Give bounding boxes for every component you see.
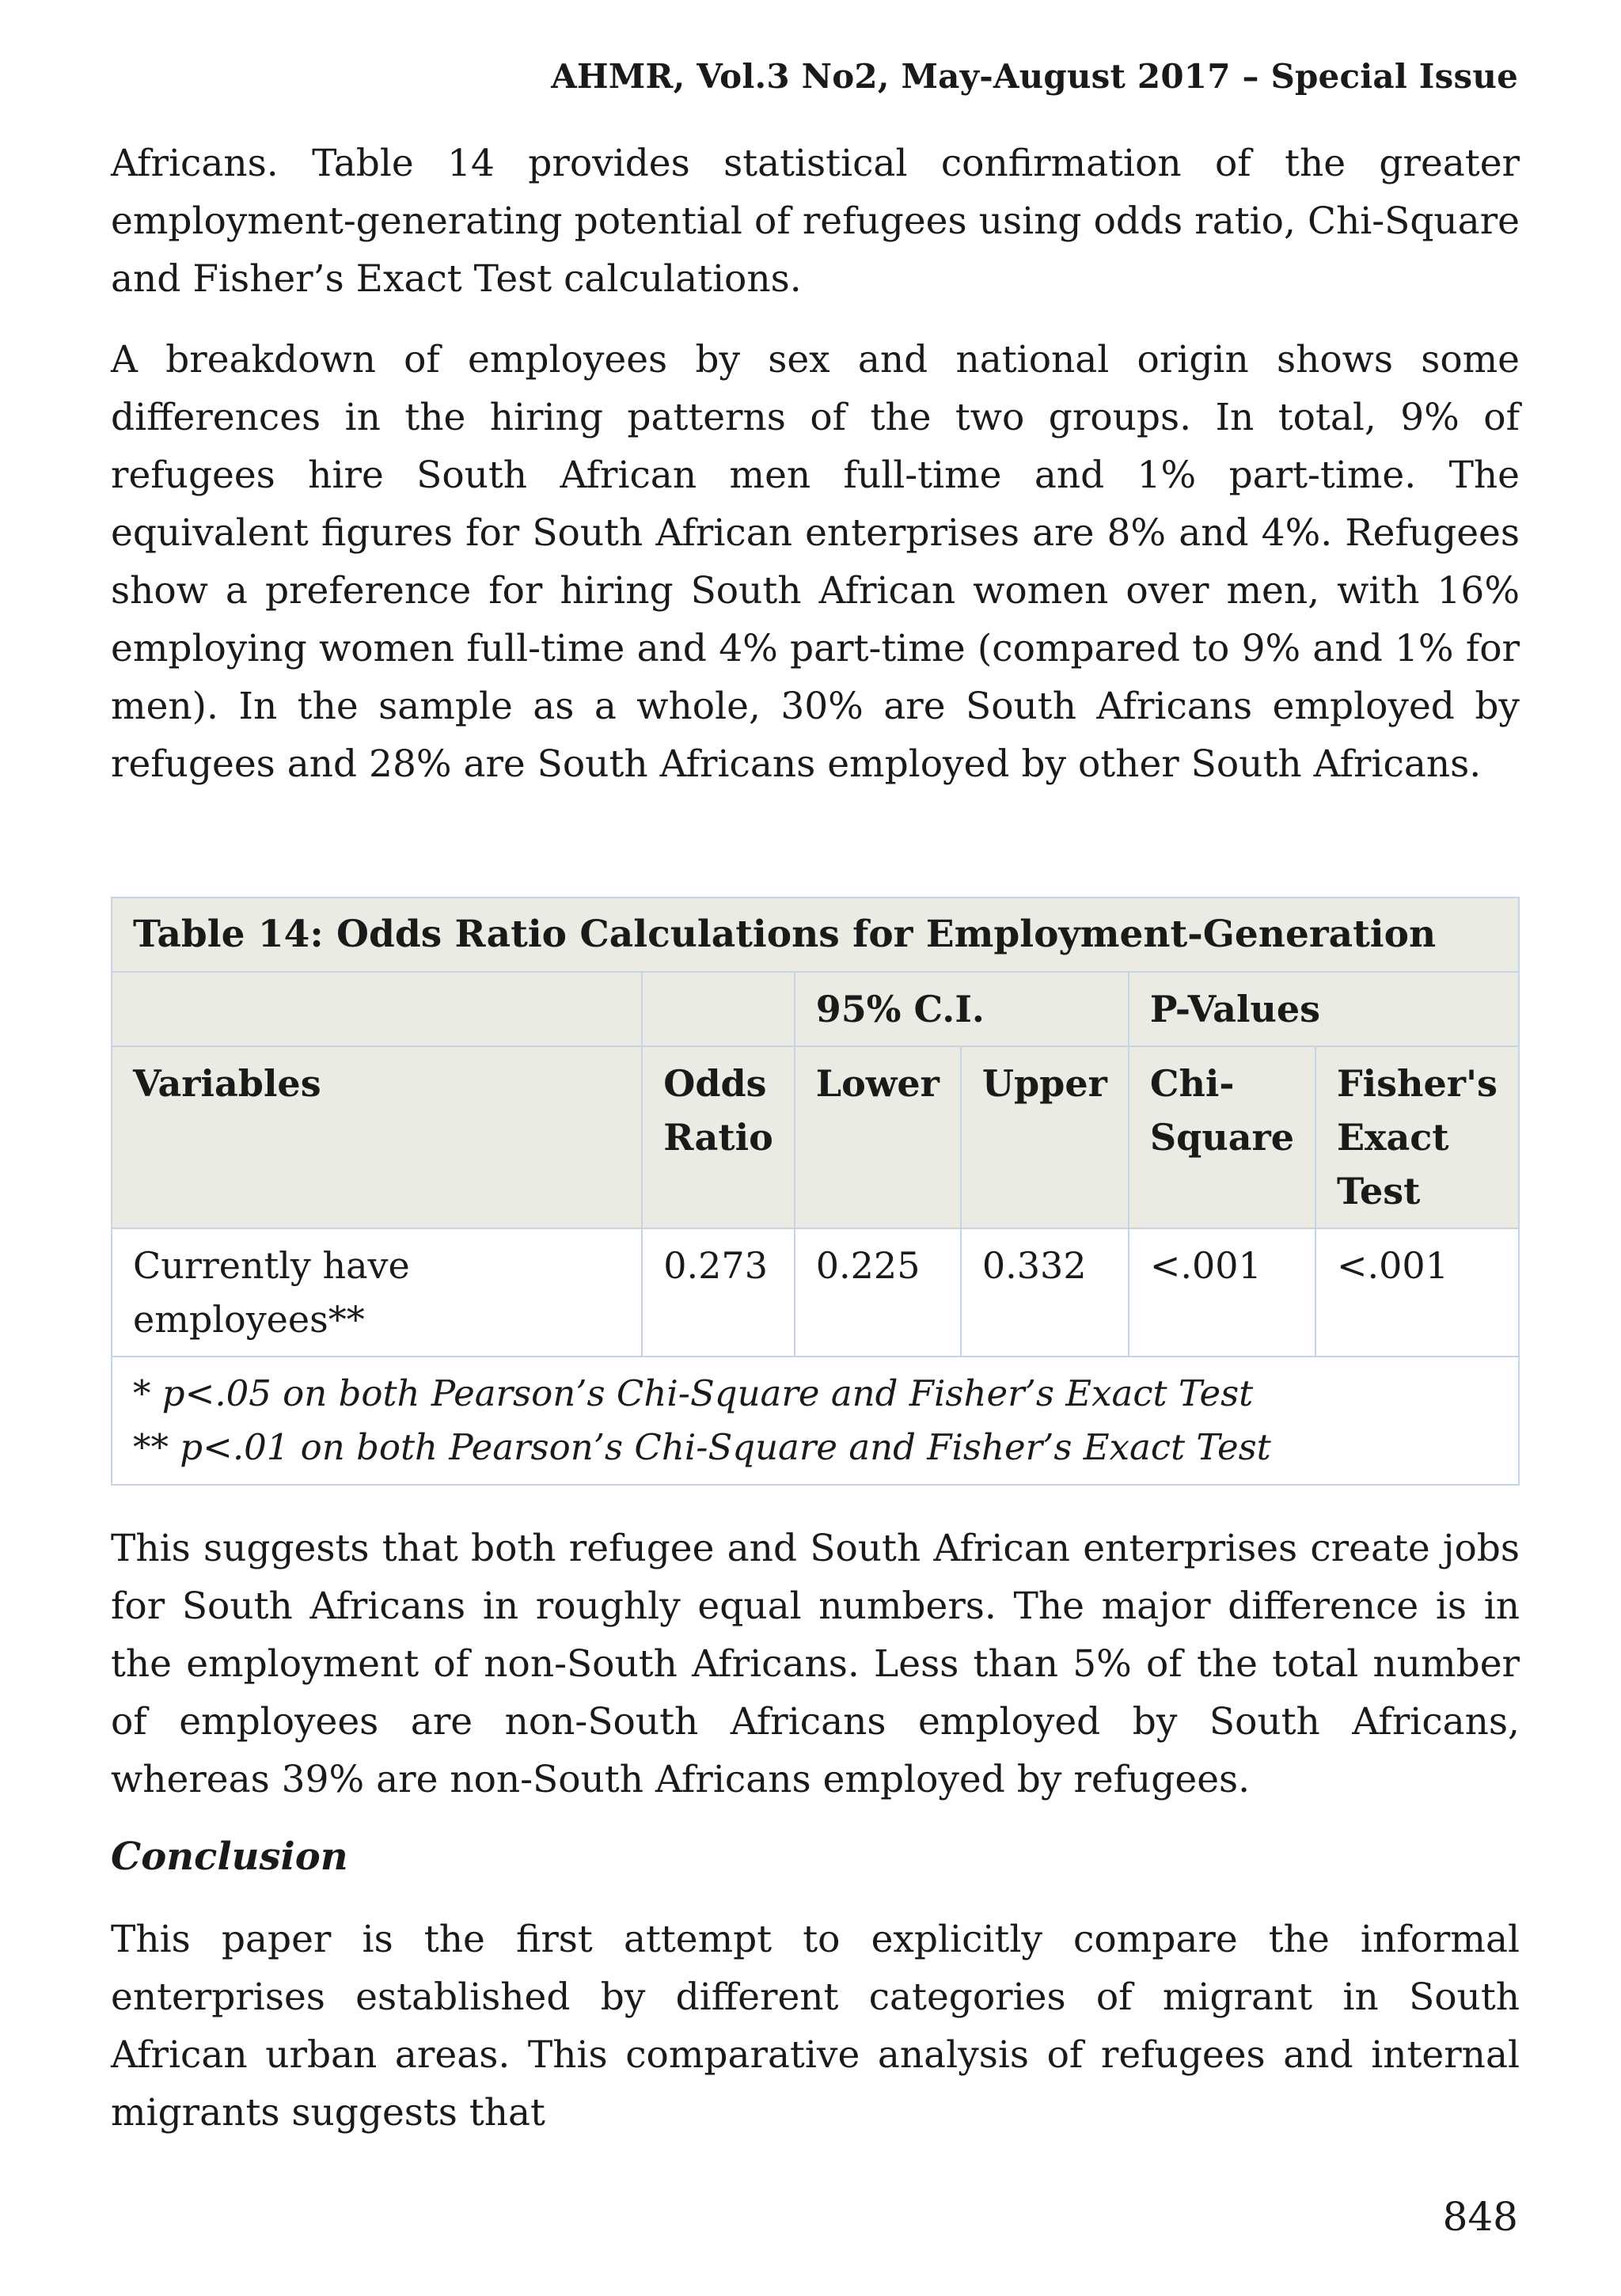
header-fisher-line3: Test xyxy=(1337,1170,1421,1213)
empty-header-cell xyxy=(112,972,642,1046)
table-row xyxy=(112,1228,1519,1357)
table-notes xyxy=(112,1357,1519,1485)
body-paragraph-3: This suggests that both refugee and South African enterprises create jobs for South Africans in roughly equal numbers. The major difference is in the employment of non-South Africans. Less than 5% of the total number of employees are non-South Africans employed by South Africans, whereas 39% are non-South Africans employed by refugees. xyxy=(111,1527,1520,1801)
cell-odds-ratio: 0.273 xyxy=(642,1228,795,1357)
header-odds-ratio-line2: Ratio xyxy=(663,1116,773,1159)
body-paragraph-1: Africans. Table 14 provides statistical confirmation of the greater employment-generating potential of refugees using odds ratio, Chi-Square and Fisher’s Exact Test calculations. xyxy=(111,142,1520,301)
odds-ratio-table xyxy=(111,897,1520,1486)
header-fisher-line1: Fisher's xyxy=(1337,1062,1498,1105)
table-note-2: ** p<.01 on both Pearson’s Chi-Square and Fisher’s Exact Test xyxy=(133,1426,1271,1468)
table-caption-row xyxy=(112,898,1519,972)
header-lower: Lower xyxy=(795,1046,961,1228)
table-caption: Table 14: Odds Ratio Calculations for Employment-Generation xyxy=(112,898,1519,972)
table-column-header-row xyxy=(112,1046,1519,1228)
header-fisher xyxy=(1315,1046,1519,1228)
empty-header-cell xyxy=(642,972,795,1046)
body-paragraph-2: A breakdown of employees by sex and national origin shows some differences in the hiring patterns of the two groups. In total, 9% of refugees hire South African men full-time and 1% part-time. The equivalent figures for South African enterprises are 8% and 4%. Refugees show a preference for hiring South African women over men, with 16% employing women full-time and 4% part-time (compared to 9% and 1% for men). In the sample as a whole, 30% are South Africans employed by refugees and 28% are South Africans employed by other South Africans. xyxy=(111,338,1520,786)
table-note-1: * p<.05 on both Pearson’s Chi-Square and Fisher’s Exact Test xyxy=(133,1372,1254,1414)
section-heading-conclusion: Conclusion xyxy=(111,1835,348,1879)
table-group-header-row xyxy=(112,972,1519,1046)
header-odds-ratio-line1: Odds xyxy=(663,1062,767,1105)
header-variables: Variables xyxy=(112,1046,642,1228)
header-fisher-line2: Exact xyxy=(1337,1116,1449,1159)
page-number: 848 xyxy=(1442,2194,1518,2240)
table-notes-row xyxy=(112,1357,1519,1485)
ci-group-header: 95% C.I. xyxy=(795,972,1129,1046)
cell-lower: 0.225 xyxy=(795,1228,961,1357)
header-odds-ratio xyxy=(642,1046,795,1228)
cell-chi-square: <.001 xyxy=(1129,1228,1315,1357)
running-header: AHMR, Vol.3 No2, May-August 2017 – Special Issue xyxy=(551,57,1518,96)
cell-upper: 0.332 xyxy=(961,1228,1129,1357)
header-chi-square-line2: Square xyxy=(1149,1116,1294,1159)
cell-fisher: <.001 xyxy=(1315,1228,1519,1357)
pvalues-group-header: P-Values xyxy=(1129,972,1519,1046)
header-upper: Upper xyxy=(961,1046,1129,1228)
header-chi-square-line1: Chi- xyxy=(1149,1062,1235,1105)
body-paragraph-4: This paper is the first attempt to explicitly compare the informal enterprises established by different categories of migrant in South African urban areas. This comparative analysis of refugees and internal migrants suggests that xyxy=(111,1918,1520,2135)
header-chi-square xyxy=(1129,1046,1315,1228)
cell-variable: Currently have employees** xyxy=(112,1228,642,1357)
